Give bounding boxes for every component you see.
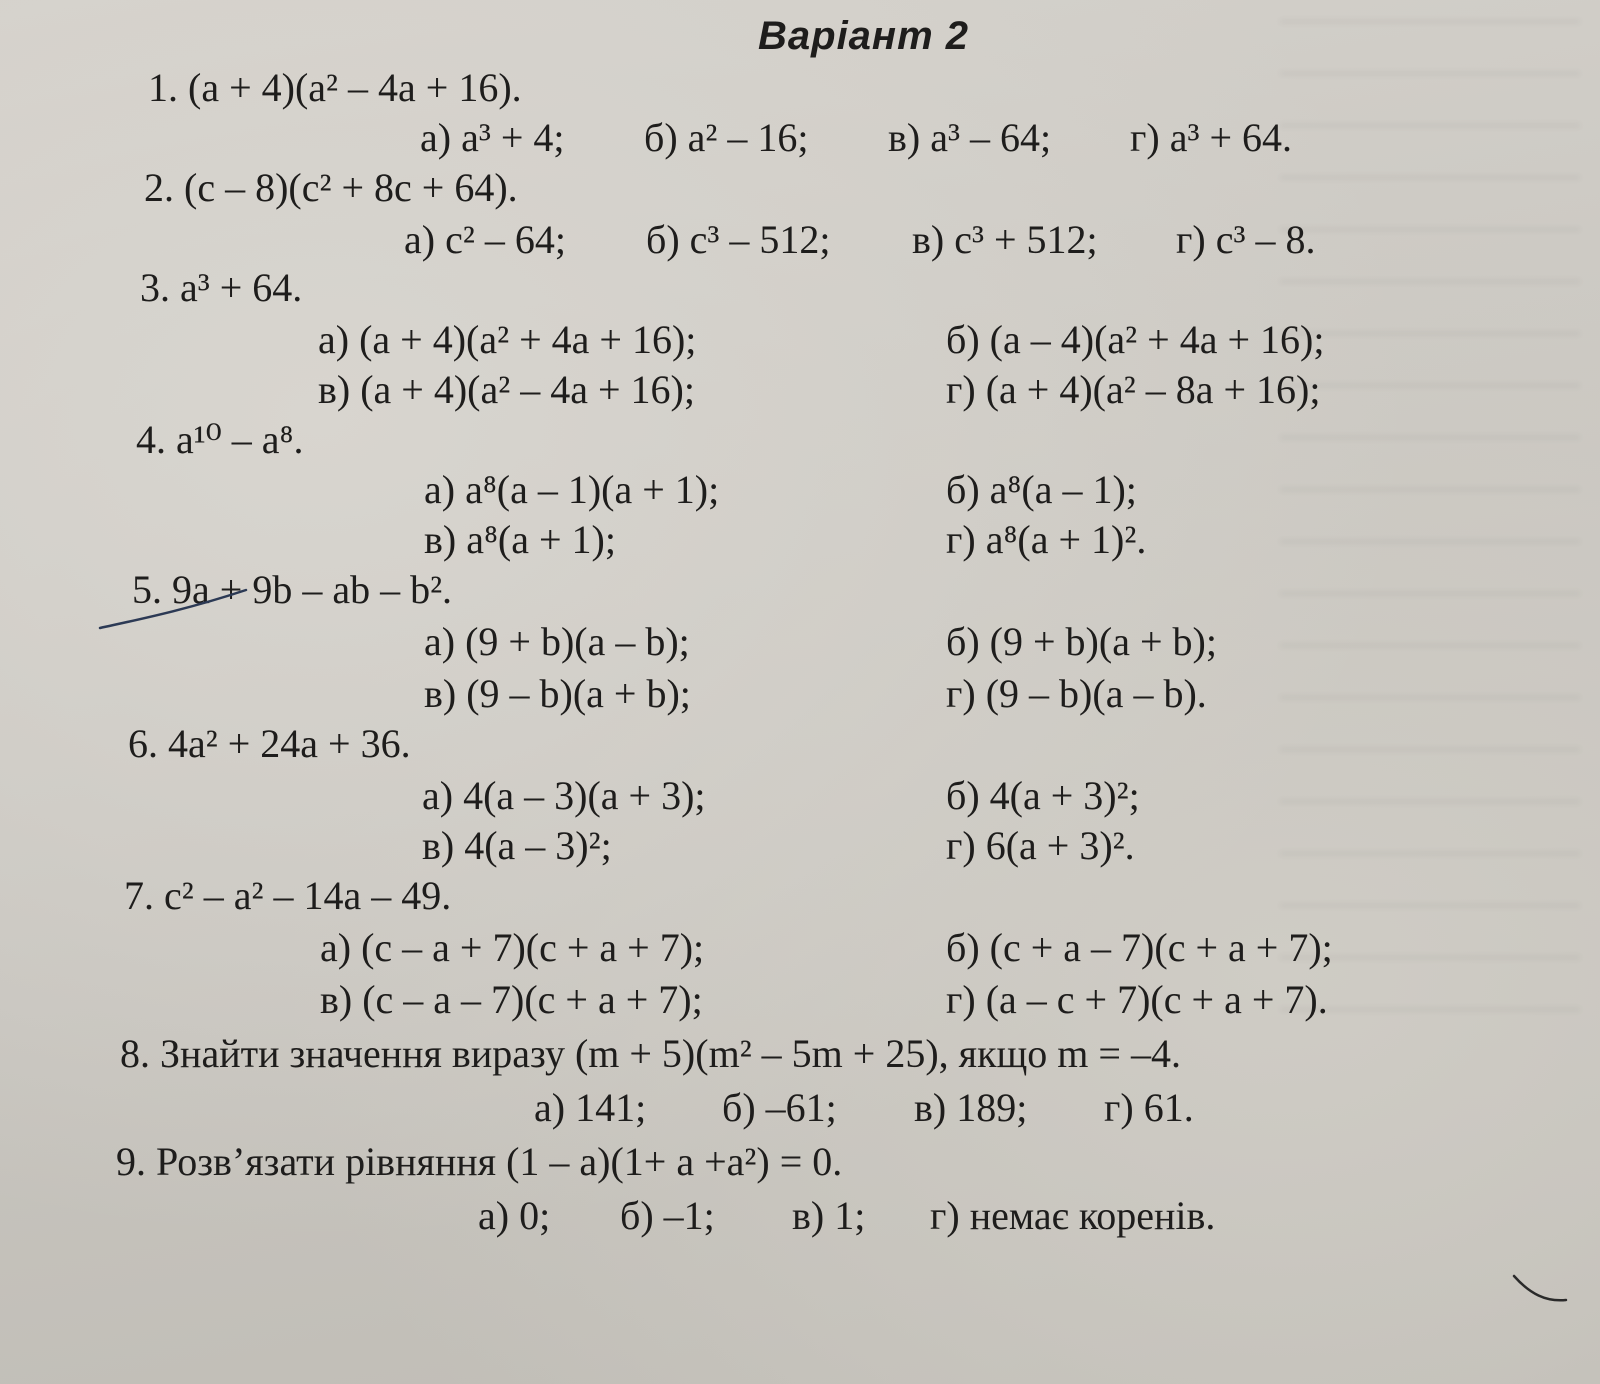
q2-option-v: в) c³ + 512; [912,217,1098,262]
q5-option-g: г) (9 – b)(a – b). [946,671,1207,716]
question-number: 3. [140,265,170,310]
question-8 [120,1031,1181,1076]
q3-option-b: б) (a – 4)(a² + 4a + 16); [946,317,1325,362]
question-expression: 4a² + 24a + 36. [168,721,411,766]
pen-tick [1510,1270,1570,1310]
question-1 [148,65,522,110]
question-number: 6. [128,721,158,766]
page-title: Варіант 2 [758,14,970,58]
question-4 [136,417,304,462]
q7-option-a: а) (c – a + 7)(c + a + 7); [320,925,705,970]
bleed-through-texture [1280,20,1580,1020]
question-number: 7. [124,873,154,918]
q1-option-a: а) a³ + 4; [420,115,565,160]
q4-option-v: в) a⁸(a + 1); [424,517,616,562]
q7-option-b: б) (c + a – 7)(c + a + 7); [946,925,1333,970]
q3-option-a: а) (a + 4)(a² + 4a + 16); [318,317,697,362]
q8-option-b: б) –61; [722,1085,837,1130]
q9-option-v: в) 1; [792,1193,866,1238]
q6-option-b: б) 4(a + 3)²; [946,773,1140,818]
question-number: 2. [144,165,174,210]
q6-option-a: а) 4(a – 3)(a + 3); [422,773,706,818]
question-6 [128,721,411,766]
q8-option-a: а) 141; [534,1085,647,1130]
q9-option-g: г) немає коренів. [930,1193,1216,1238]
q7-option-v: в) (c – a – 7)(c + a + 7); [320,977,703,1022]
q6-option-v: в) 4(a – 3)²; [422,823,612,868]
question-expression: (a + 4)(a² – 4a + 16). [188,65,522,110]
question-expression: 9a + 9b – ab – b². [172,567,453,612]
q2-option-b: б) c³ – 512; [646,217,831,262]
q1-option-v: в) a³ – 64; [888,115,1052,160]
question-expression: (c – 8)(c² + 8c + 64). [184,165,518,210]
q8-option-v: в) 189; [914,1085,1028,1130]
question-expression: a³ + 64. [180,265,303,310]
question-expression: c² – a² – 14a – 49. [164,873,452,918]
q5-option-a: а) (9 + b)(a – b); [424,619,690,664]
q4-option-a: а) a⁸(a – 1)(a + 1); [424,467,720,512]
question-expression: a¹⁰ – a⁸. [176,417,304,462]
question-expression: Знайти значення виразу (m + 5)(m² – 5m + 25), якщо m = –4. [160,1031,1181,1076]
q3-option-g: г) (a + 4)(a² – 8a + 16); [946,367,1321,412]
q5-option-v: в) (9 – b)(a + b); [424,671,691,716]
pen-stroke [96,584,256,634]
q6-option-g: г) 6(a + 3)². [946,823,1135,868]
question-2 [144,165,518,210]
q7-option-g: г) (a – c + 7)(c + a + 7). [946,977,1328,1022]
q2-option-g: г) c³ – 8. [1176,217,1316,262]
question-expression: Розв’язати рівняння (1 – a)(1+ a +a²) = 0. [156,1139,843,1184]
q9-option-a: а) 0; [478,1193,551,1238]
q3-option-v: в) (a + 4)(a² – 4a + 16); [318,367,695,412]
question-number: 8. [120,1031,150,1076]
q4-option-b: б) a⁸(a – 1); [946,467,1137,512]
q1-option-b: б) a² – 16; [644,115,809,160]
q1-option-g: г) a³ + 64. [1130,115,1293,160]
q9-option-b: б) –1; [620,1193,715,1238]
q2-option-a: а) c² – 64; [404,217,566,262]
question-number: 5. [132,567,162,612]
question-number: 9. [116,1139,146,1184]
question-9 [116,1139,843,1184]
question-7 [124,873,452,918]
question-number: 4. [136,417,166,462]
question-number: 1. [148,65,178,110]
q8-option-g: г) 61. [1104,1085,1194,1130]
q4-option-g: г) a⁸(a + 1)². [946,517,1147,562]
question-3 [140,265,303,310]
q5-option-b: б) (9 + b)(a + b); [946,619,1217,664]
